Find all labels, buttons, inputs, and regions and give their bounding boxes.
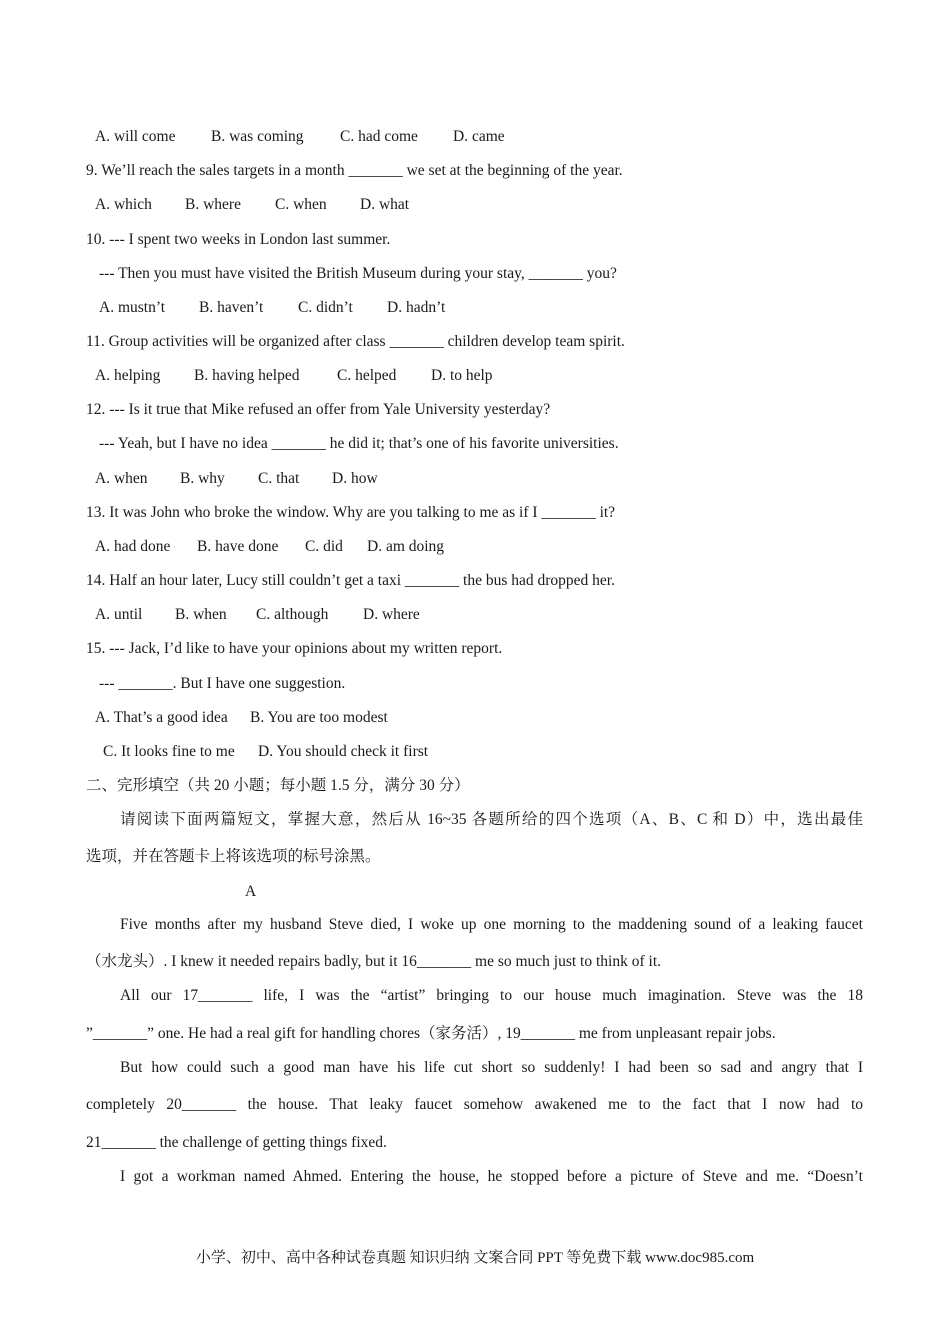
- passage-paragraph-3-cont: completely 20_______ the house. That leaky faucet somehow awakened me to the fact that I now had to: [86, 1096, 863, 1113]
- option-c: C. when: [275, 196, 327, 213]
- question-13: 13. It was John who broke the window. Why are you talking to me as if I _______ it?: [86, 504, 616, 521]
- option-b: B. You are too modest: [250, 709, 388, 726]
- q15-options-row2: [103, 742, 428, 762]
- question-14: 14. Half an hour later, Lucy still couldn’t get a taxi _______ the bus had dropped her.: [86, 572, 615, 589]
- option-d: D. You should check it first: [258, 743, 429, 760]
- passage-paragraph-1: Five months after my husband Steve died, I woke up one morning to the maddening sound of a leaking faucet: [120, 916, 863, 933]
- option-c: C. had come: [340, 128, 418, 145]
- q12-options: [95, 469, 378, 489]
- page-footer: 小学、初中、高中各种试卷真题 知识归纳 文案合同 PPT 等免费下载 www.doc985.com: [195, 1250, 755, 1266]
- option-b: B. where: [185, 196, 241, 213]
- option-a: A. helping: [95, 367, 161, 384]
- option-b: B. when: [175, 606, 227, 623]
- question-12-reply: --- Yeah, but I have no idea _______ he did it; that’s one of his favorite universities.: [99, 435, 619, 452]
- option-b: B. why: [180, 470, 225, 487]
- passage-paragraph-4: I got a workman named Ahmed. Entering the house, he stopped before a picture of Steve and me. “Doesn’t: [120, 1168, 863, 1185]
- option-c: C. that: [258, 470, 300, 487]
- section-2-title: 二、完形填空（共 20 小题；每小题 1.5 分，满分 30 分）: [86, 777, 470, 794]
- q9-options: [95, 195, 409, 215]
- q15-options-row1: [95, 708, 388, 728]
- option-d: D. came: [453, 128, 505, 145]
- q10-options: [99, 298, 445, 318]
- passage-paragraph-2: All our 17_______ life, I was the “artist” bringing to our house much imagination. Steve was the 18: [120, 987, 863, 1004]
- q14-options: [95, 605, 420, 625]
- option-c: C. It looks fine to me: [103, 743, 235, 760]
- option-a: A. will come: [95, 128, 176, 145]
- q11-options: [95, 366, 493, 386]
- question-15: 15. --- Jack, I’d like to have your opinions about my written report.: [86, 640, 503, 657]
- section-2-instructions: 请阅读下面两篇短文，掌握大意，然后从 16~35 各题所给的四个选项（A、B、C 和 D）中，选出最佳: [120, 811, 863, 828]
- option-b: B. having helped: [194, 367, 300, 384]
- question-10-reply: --- Then you must have visited the British Museum during your stay, _______ you?: [99, 265, 617, 282]
- option-d: D. how: [332, 470, 378, 487]
- option-a: A. until: [95, 606, 143, 623]
- option-d: D. what: [360, 196, 410, 213]
- option-d: D. where: [363, 606, 420, 623]
- option-c: C. didn’t: [298, 299, 353, 316]
- q8-options: [95, 127, 505, 147]
- option-b: B. haven’t: [199, 299, 264, 316]
- option-d: D. to help: [431, 367, 493, 384]
- passage-paragraph-1-cont: （水龙头）. I knew it needed repairs badly, but it 16_______ me so much just to think of it.: [86, 953, 661, 970]
- section-2-instructions-cont: 选项，并在答题卡上将该选项的标号涂黑。: [86, 848, 381, 865]
- option-c: C. did: [305, 538, 343, 555]
- question-9: 9. We’ll reach the sales targets in a month _______ we set at the beginning of the year.: [86, 162, 623, 179]
- question-11: 11. Group activities will be organized after class _______ children develop team spirit.: [86, 333, 625, 350]
- option-d: D. am doing: [367, 538, 445, 555]
- option-a: A. had done: [95, 538, 171, 555]
- option-a: A. which: [95, 196, 152, 213]
- option-b: B. have done: [197, 538, 279, 555]
- passage-paragraph-3-end: 21_______ the challenge of getting things fixed.: [86, 1134, 387, 1151]
- option-c: C. helped: [337, 367, 397, 384]
- passage-label: A: [245, 883, 257, 900]
- passage-paragraph-3: But how could such a good man have his life cut short so suddenly! I had been so sad and angry that I: [120, 1059, 863, 1076]
- option-a: A. when: [95, 470, 148, 487]
- option-b: B. was coming: [211, 128, 304, 145]
- option-a: A. That’s a good idea: [95, 709, 228, 726]
- option-c: C. although: [256, 606, 329, 623]
- question-10: 10. --- I spent two weeks in London last summer.: [86, 231, 391, 248]
- option-a: A. mustn’t: [99, 299, 166, 316]
- q13-options: [95, 537, 444, 557]
- question-12: 12. --- Is it true that Mike refused an offer from Yale University yesterday?: [86, 401, 551, 418]
- passage-paragraph-2-cont: ”_______” one. He had a real gift for handling chores（家务活）, 19_______ me from unpleasant repair jobs.: [86, 1025, 776, 1042]
- question-15-reply: --- _______. But I have one suggestion.: [99, 675, 346, 692]
- option-d: D. hadn’t: [387, 299, 446, 316]
